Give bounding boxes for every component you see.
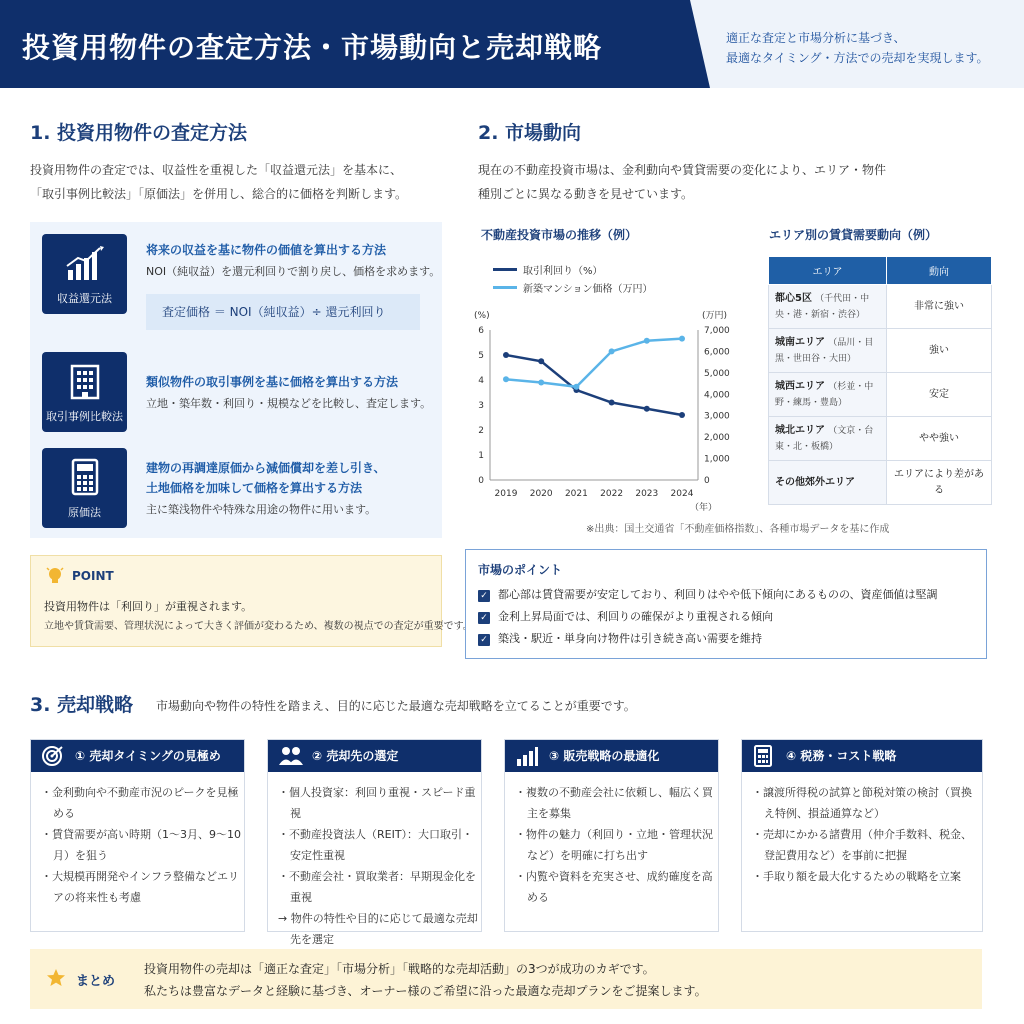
formula-box: 査定価格 ＝ NOI（純収益）÷ 還元利回り — [146, 294, 420, 330]
valuation-heading: 1. 投資用物件の査定方法 — [30, 122, 248, 144]
summary-line: 投資用物件の売却は「適正な査定」「市場分析」「戦略的な売却活動」の3つが成功のカギです。 — [144, 962, 655, 976]
area-name: 城西エリア — [775, 380, 825, 392]
legend-swatch — [493, 268, 517, 271]
checkbox-icon: ✓ — [478, 634, 490, 646]
header-subtitle-line: 適正な査定と市場分析に基づき、 — [726, 31, 906, 45]
series-line-1 — [506, 355, 682, 415]
card-list-item: ・金利動向や不動産市況のピークを見極める — [41, 786, 239, 820]
series-point-2 — [679, 336, 685, 342]
y-right-tick-label: 6,000 — [704, 347, 730, 358]
card-list-text: 売却にかかる諸費用（仲介手数料、税金、登記費用など）を事前に把握 — [763, 828, 972, 862]
strategy-card-sales — [504, 739, 719, 932]
strategy-card-tax — [741, 739, 983, 932]
card-list-text: 譲渡所得税の試算と節税対策の検討（買換え特例、損益通算など） — [763, 786, 972, 820]
card-header — [505, 740, 718, 772]
market-point-text: 都心部は賃貸需要が安定しており、利回りはやや低下傾向にあるものの、資産価値は堅調 — [498, 588, 938, 601]
valuation-intro — [30, 158, 407, 206]
people-icon — [278, 745, 304, 767]
y-left-tick-label: 2 — [478, 426, 484, 436]
demand-cell: 強い — [887, 329, 992, 373]
series-point-2 — [538, 380, 544, 386]
card-list-item: ・手取り額を最大化するための戦略を立案 — [752, 870, 961, 883]
card-list-text: 大規模再開発やインフラ整備などエリアの将来性も考慮 — [52, 870, 239, 904]
area-cell — [769, 329, 887, 373]
strategy-card-timing — [30, 739, 245, 932]
calculator-icon — [64, 458, 106, 498]
demand-cell: 安定 — [887, 373, 992, 417]
method-body: 主に築浅物件や特殊な用途の物件に用います。 — [146, 503, 377, 516]
series-point-2 — [644, 338, 650, 344]
strategy-heading: 3. 売却戦略 — [30, 694, 134, 716]
card-title: ① 売却タイミングの見極め — [75, 749, 221, 763]
card-header — [268, 740, 481, 772]
card-body — [752, 782, 976, 887]
summary-line: 私たちは豊富なデータと経験に基づき、オーナー様のご希望に沿った最適な売却プランをご提案します。 — [144, 984, 707, 998]
method-badge-income — [42, 234, 127, 314]
point-title: POINT — [72, 569, 114, 583]
method-label: 原価法 — [68, 506, 101, 519]
market-line-chart — [468, 305, 740, 513]
table-title: エリア別の賃貸需要動向（例） — [769, 228, 938, 242]
x-axis-unit: （年） — [690, 503, 718, 513]
table-header: 動向 — [887, 257, 992, 285]
card-list-text: 不動産投資法人（REIT）：大口取引・安定性重視 — [289, 828, 474, 862]
checkbox-icon: ✓ — [478, 590, 490, 602]
y-left-tick-label: 4 — [478, 376, 484, 386]
chart-source: ※出典：国土交通省「不動産価格指数」、各種市場データを基に作成 — [586, 524, 890, 535]
market-heading: 2. 市場動向 — [478, 122, 582, 144]
summary-label: まとめ — [76, 974, 116, 989]
lightbulb-icon — [46, 566, 64, 586]
card-list-text: 不動産会社・買取業者：早期現金化を重視 — [289, 870, 476, 904]
area-detail: （千代田・中央・港・新宿・渋谷） — [775, 293, 870, 320]
card-list-item: ・個人投資家：利回り重視・スピード重視 — [278, 786, 476, 820]
target-icon — [41, 745, 65, 767]
card-list-item: ・内覧や資料を充実させ、成約確度を高める — [515, 870, 713, 904]
y-left-tick-label: 3 — [478, 401, 484, 411]
market-point-item — [478, 608, 773, 624]
card-list-item: ・賃貸需要が高い時期（1～3月、9～10月）を狙う — [41, 828, 241, 862]
y-right-unit: (万円) — [702, 311, 728, 321]
demand-cell: エリアにより差がある — [887, 461, 992, 505]
summary-text — [144, 958, 707, 1002]
card-list-text: 賃貸需要が高い時期（1～3月、9～10月）を狙う — [52, 828, 241, 862]
card-list-text: 複数の不動産会社に依頼し、幅広く買主を募集 — [526, 786, 713, 820]
x-tick-label: 2019 — [494, 489, 518, 499]
method-headline: 将来の収益を基に物件の価値を算出する方法 — [146, 243, 387, 257]
y-right-tick-label: 0 — [704, 476, 710, 486]
method-body: 立地・築年数・利回り・規模などを比較し、査定します。 — [146, 397, 432, 410]
page-title: 投資用物件の査定方法・市場動向と売却戦略 — [22, 31, 603, 64]
y-left-tick-label: 6 — [478, 326, 484, 336]
card-list-text: 物件の魅力（利回り・立地・管理状況など）を明確に打ち出す — [526, 828, 713, 862]
star-icon — [46, 968, 66, 988]
market-point-item — [478, 630, 762, 646]
card-list-text: 内覧や資料を充実させ、成約確度を高める — [526, 870, 713, 904]
area-name: その他郊外エリア — [775, 476, 855, 488]
card-body — [41, 782, 241, 908]
card-list-item: ・不動産会社・買取業者：早期現金化を重視 — [278, 870, 476, 904]
area-name: 都心5区 — [775, 292, 812, 304]
market-points-title: 市場のポイント — [478, 563, 563, 577]
card-header — [31, 740, 244, 772]
y-left-tick-label: 1 — [478, 451, 484, 461]
demand-cell: 非常に強い — [887, 285, 992, 329]
method-headline: 類似物件の取引事例を基に価格を算出する方法 — [146, 375, 399, 389]
card-body — [278, 782, 478, 950]
chart-title: 不動産投資市場の推移（例） — [481, 228, 638, 242]
y-right-tick-label: 1,000 — [704, 454, 730, 465]
card-title: ③ 販売戦略の最適化 — [549, 749, 660, 763]
strategy-card-buyer — [267, 739, 482, 946]
header-subtitle — [726, 28, 989, 68]
card-list-item: ・譲渡所得税の試算と節税対策の検討（買換え特例、損益通算など） — [752, 786, 972, 820]
legend-label: 新築マンション価格（万円） — [523, 284, 653, 295]
area-cell — [769, 285, 887, 329]
area-cell — [769, 373, 887, 417]
area-cell — [769, 461, 887, 505]
method-headline-line: 土地価格を加味して価格を算出する方法 — [146, 481, 363, 495]
card-title: ④ 税務・コスト戦略 — [786, 749, 897, 763]
series-point-2 — [573, 384, 579, 390]
series-point-1 — [538, 358, 544, 364]
y-left-unit: (%) — [474, 311, 490, 321]
method-badge-comparison — [42, 352, 127, 432]
calculator-icon — [752, 745, 774, 767]
market-point-text: 築浅・駅近・単身向け物件は引き続き高い需要を維持 — [498, 632, 762, 645]
area-detail: （杉並・中野・練馬・豊島） — [775, 381, 874, 408]
area-demand-table — [768, 256, 992, 505]
card-note: → 物件の特性や目的に応じて最適な売却先を選定 — [278, 912, 478, 946]
x-tick-label: 2021 — [564, 489, 588, 499]
area-name: 城南エリア — [775, 336, 825, 348]
valuation-intro-line: 投資用物件の査定では、収益性を重視した「収益還元法」を基本に、 — [30, 163, 403, 177]
market-intro — [478, 158, 886, 206]
legend-swatch — [493, 286, 517, 289]
market-point-item — [478, 586, 938, 602]
y-left-tick-label: 0 — [478, 476, 484, 486]
area-detail: （品川・目黒・世田谷・大田） — [775, 337, 874, 364]
card-list-text: 金利動向や不動産市況のピークを見極める — [52, 786, 239, 820]
point-text: 投資用物件は「利回り」が重視されます。 — [44, 600, 253, 613]
y-right-tick-label: 5,000 — [704, 368, 730, 379]
x-tick-label: 2022 — [600, 489, 624, 499]
method-headline-line: 建物の再調達原価から減価償却を差し引き、 — [146, 461, 386, 475]
header-subtitle-line: 最適なタイミング・方法での売却を実現します。 — [726, 51, 989, 65]
y-right-tick-label: 4,000 — [704, 390, 730, 401]
method-body: NOI（純収益）を還元利回りで割り戻し、価格を求めます。 — [146, 265, 441, 278]
card-list-text: 個人投資家：利回り重視・スピード重視 — [289, 786, 476, 820]
checkbox-icon: ✓ — [478, 612, 490, 624]
table-row — [769, 461, 992, 505]
market-point-text: 金利上昇局面では、利回りの確保がより重視される傾向 — [498, 610, 773, 623]
x-tick-label: 2020 — [529, 489, 553, 499]
series-point-1 — [679, 412, 685, 418]
building-icon — [64, 362, 106, 402]
table-row — [769, 285, 992, 329]
x-tick-label: 2024 — [670, 489, 694, 499]
legend-label: 取引利回り（%） — [523, 266, 603, 277]
table-row — [769, 417, 992, 461]
x-tick-label: 2023 — [635, 489, 659, 499]
area-cell — [769, 417, 887, 461]
y-right-tick-label: 2,000 — [704, 433, 730, 444]
series-point-2 — [503, 376, 509, 382]
demand-cell: やや強い — [887, 417, 992, 461]
card-list-item: ・複数の不動産会社に依頼し、幅広く買主を募集 — [515, 786, 713, 820]
card-body — [515, 782, 715, 908]
area-detail: （文京・台東・北・板橋） — [775, 425, 874, 452]
series-point-1 — [609, 400, 615, 406]
table-row — [769, 329, 992, 373]
market-intro-line: 現在の不動産投資市場は、金利動向や賃貸需要の変化により、エリア・物件 — [478, 163, 887, 177]
y-right-tick-label: 3,000 — [704, 411, 730, 422]
card-list-text: 手取り額を最大化するための戦略を立案 — [763, 870, 961, 883]
series-point-1 — [644, 406, 650, 412]
market-intro-line: 種別ごとに異なる動きを見せています。 — [478, 187, 694, 201]
card-header — [742, 740, 982, 772]
rising-chart-icon — [64, 244, 106, 284]
series-line-2 — [506, 339, 682, 387]
series-point-2 — [609, 348, 615, 354]
series-point-1 — [503, 352, 509, 358]
y-right-tick-label: 7,000 — [704, 326, 730, 336]
card-list-item: ・物件の魅力（利回り・立地・管理状況など）を明確に打ち出す — [515, 828, 713, 862]
table-header-row — [769, 257, 992, 285]
table-header: エリア — [769, 257, 887, 285]
method-label: 取引事例比較法 — [46, 410, 123, 423]
method-headline — [146, 458, 386, 498]
point-text: 立地や賃貸需要、管理状況によって大きく評価が変わるため、複数の視点での査定が重要です。 — [44, 621, 473, 632]
card-list-item: ・売却にかかる諸費用（仲介手数料、税金、登記費用など）を事前に把握 — [752, 828, 972, 862]
method-badge-cost — [42, 448, 127, 528]
card-list-item: ・不動産投資法人（REIT）：大口取引・安定性重視 — [278, 828, 474, 862]
strategy-description: 市場動向や物件の特性を踏まえ、目的に応じた最適な売却戦略を立てることが重要です。 — [156, 699, 636, 713]
area-name: 城北エリア — [775, 424, 825, 436]
card-list-item: ・大規模再開発やインフラ整備などエリアの将来性も考慮 — [41, 870, 239, 904]
valuation-intro-line: 「取引事例比較法」「原価法」を併用し、総合的に価格を判断します。 — [30, 187, 408, 201]
bar-chart-icon — [515, 745, 539, 767]
method-label: 収益還元法 — [57, 292, 112, 305]
header — [0, 0, 1024, 88]
card-title: ② 売却先の選定 — [312, 749, 399, 763]
table-row — [769, 373, 992, 417]
y-left-tick-label: 5 — [478, 351, 484, 361]
